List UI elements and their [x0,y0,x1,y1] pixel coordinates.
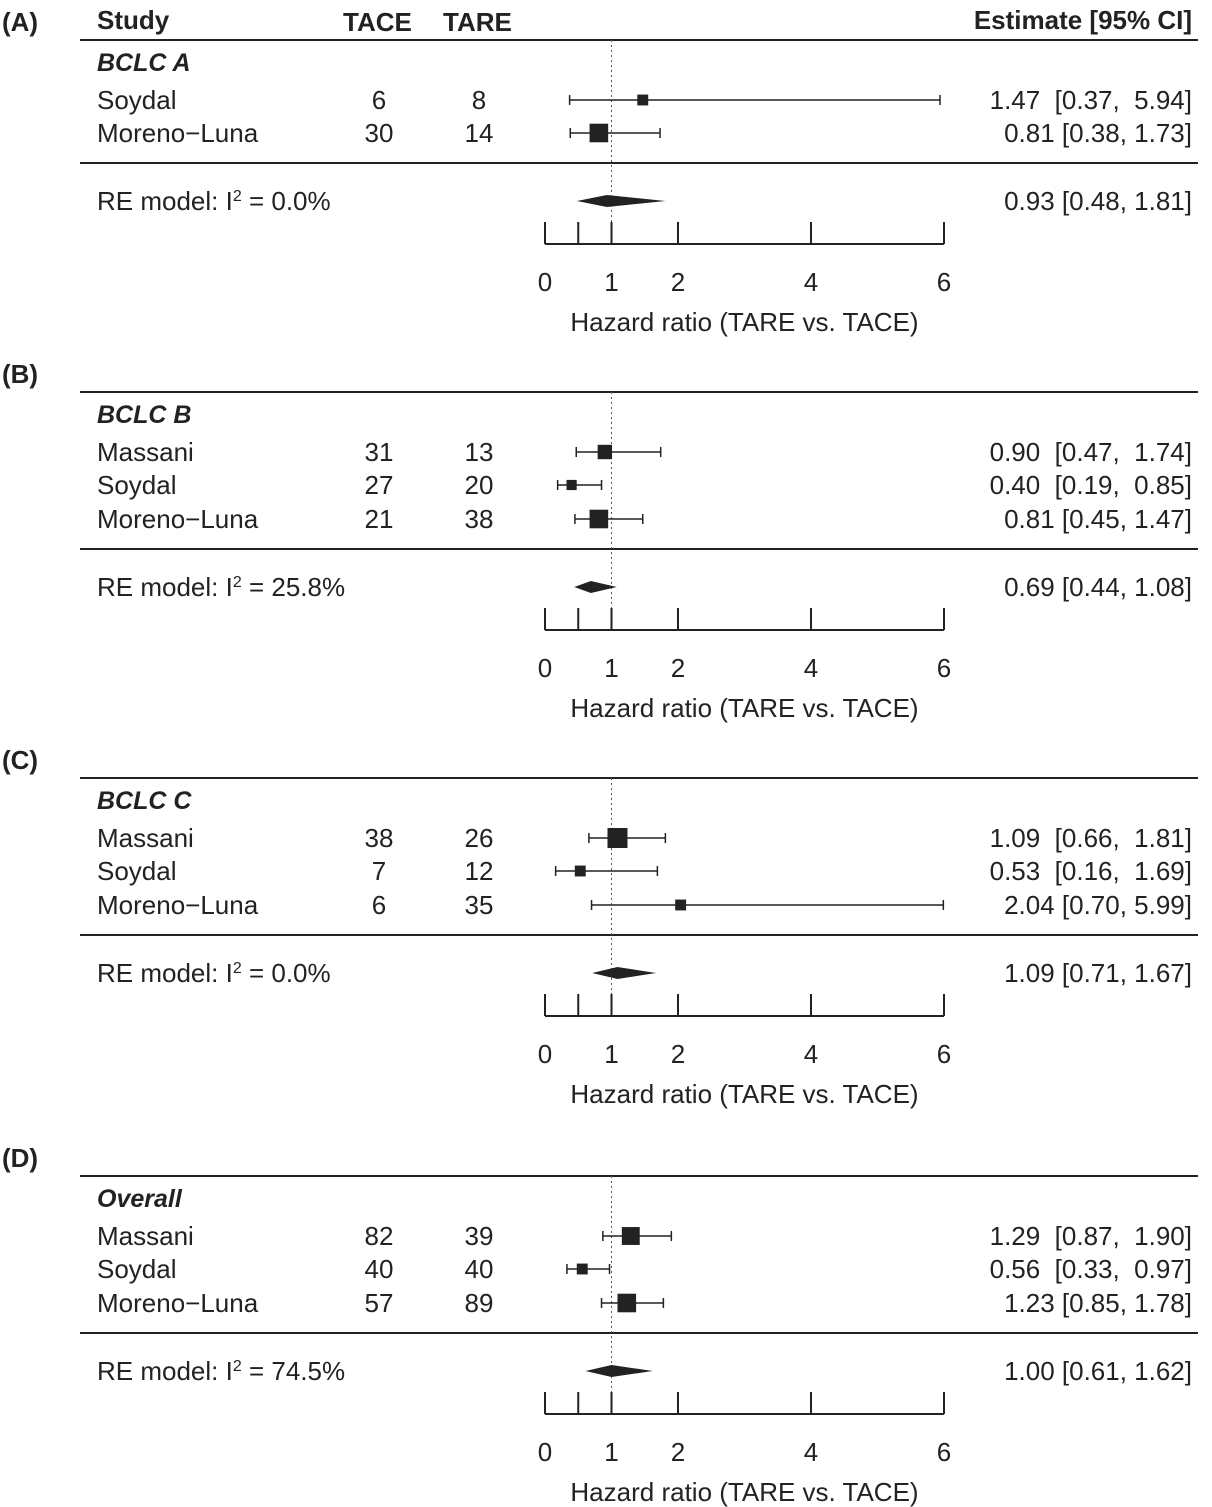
tare-count: 14 [464,118,494,148]
point-estimate [637,95,648,106]
study-estimate: 0.81 [0.38, 1.73] [1004,118,1192,148]
tare-count: 8 [471,85,487,115]
x-tick-label: 6 [936,653,952,683]
point-estimate [607,828,627,848]
pooled-diamond [586,1365,653,1377]
x-tick-label: 6 [936,267,952,297]
study-name: Soydal [97,856,177,886]
x-tick-label: 4 [803,653,819,683]
pooled-estimate: 0.69 [0.44, 1.08] [1004,572,1192,602]
x-tick-label: 2 [670,653,686,683]
point-estimate [675,900,686,911]
tace-count: 57 [364,1288,394,1318]
study-name: Massani [97,823,194,853]
study-name: Massani [97,437,194,467]
study-estimate: 0.56 [0.33, 0.97] [989,1254,1192,1284]
study-name: Massani [97,1221,194,1251]
header-study: Study [97,5,170,35]
point-estimate [567,480,577,490]
tace-count: 40 [364,1254,394,1284]
x-tick-label: 2 [670,1039,686,1069]
study-name: Moreno−Luna [97,1288,259,1318]
tace-count: 82 [364,1221,394,1251]
panel-label: (D) [2,1143,39,1173]
point-estimate [617,1294,636,1313]
group-title: Overall [97,1185,182,1213]
point-estimate [590,124,609,143]
x-tick-label: 1 [604,653,619,683]
study-name: Moreno−Luna [97,504,259,534]
tace-count: 7 [371,856,387,886]
header-tare: TARE [443,7,512,37]
x-tick-label: 0 [537,1039,553,1069]
x-tick-label: 4 [803,267,819,297]
study-name: Soydal [97,85,177,115]
pooled-diamond [574,581,617,593]
tare-count: 40 [464,1254,494,1284]
study-name: Soydal [97,1254,177,1284]
pooled-label: RE model: $I^2 = 0.0\%$ [97,958,331,988]
study-estimate: 0.40 [0.19, 0.85] [989,470,1192,500]
tace-count: 6 [371,890,387,920]
x-axis-title: Hazard ratio (TARE vs. TACE) [570,693,919,723]
tare-count: 35 [464,890,494,920]
point-estimate [622,1227,640,1245]
tace-count: 30 [364,118,394,148]
panel-label: (A) [2,7,39,37]
study-name: Moreno−Luna [97,890,259,920]
study-name: Soydal [97,470,177,500]
tace-count: 6 [371,85,387,115]
x-axis-title: Hazard ratio (TARE vs. TACE) [570,1079,919,1109]
panel-label: (B) [2,359,39,389]
tace-count: 38 [364,823,394,853]
study-estimate: 1.23 [0.85, 1.78] [1004,1288,1192,1318]
study-estimate: 1.29 [0.87, 1.90] [989,1221,1192,1251]
panel-label: (C) [2,745,39,775]
study-estimate: 0.81 [0.45, 1.47] [1004,504,1192,534]
tace-count: 31 [364,437,394,467]
pooled-label: RE model: $I^2 = 25.8\%$ [97,572,346,602]
x-tick-label: 6 [936,1039,952,1069]
x-tick-label: 6 [936,1437,952,1467]
x-tick-label: 0 [537,653,553,683]
study-estimate: 1.09 [0.66, 1.81] [989,823,1192,853]
group-title: BCLC C [97,787,192,815]
point-estimate [598,445,612,459]
x-tick-label: 1 [604,267,619,297]
study-estimate: 0.90 [0.47, 1.74] [989,437,1192,467]
x-tick-label: 1 [604,1039,619,1069]
study-estimate: 1.47 [0.37, 5.94] [989,85,1192,115]
point-estimate [590,510,609,529]
x-tick-label: 1 [604,1437,619,1467]
header-estimate: Estimate [95% CI] [973,5,1192,35]
x-tick-label: 2 [670,267,686,297]
tare-count: 38 [464,504,494,534]
study-estimate: 2.04 [0.70, 5.99] [1004,890,1192,920]
pooled-estimate: 1.09 [0.71, 1.67] [1004,958,1192,988]
tare-count: 13 [464,437,494,467]
group-title: BCLC B [97,401,192,429]
group-title: BCLC A [97,49,191,77]
x-tick-label: 0 [537,1437,553,1467]
tare-count: 20 [464,470,494,500]
x-tick-label: 4 [803,1039,819,1069]
pooled-label: RE model: $I^2 = 0.0\%$ [97,186,331,216]
tace-count: 27 [364,470,394,500]
x-tick-label: 4 [803,1437,819,1467]
tare-count: 12 [464,856,494,886]
pooled-estimate: 0.93 [0.48, 1.81] [1004,186,1192,216]
study-estimate: 0.53 [0.16, 1.69] [989,856,1192,886]
x-axis-title: Hazard ratio (TARE vs. TACE) [570,307,919,337]
pooled-label: RE model: $I^2 = 74.5\%$ [97,1356,346,1386]
tare-count: 39 [464,1221,494,1251]
tare-count: 89 [464,1288,494,1318]
pooled-estimate: 1.00 [0.61, 1.62] [1004,1356,1192,1386]
pooled-diamond [577,195,665,207]
header-tace: TACE [343,7,412,37]
point-estimate [577,1264,588,1275]
pooled-diamond [592,967,656,979]
x-tick-label: 2 [670,1437,686,1467]
x-tick-label: 0 [537,267,553,297]
tace-count: 21 [364,504,394,534]
point-estimate [575,866,586,877]
x-axis-title: Hazard ratio (TARE vs. TACE) [570,1477,919,1507]
study-name: Moreno−Luna [97,118,259,148]
tare-count: 26 [464,823,494,853]
